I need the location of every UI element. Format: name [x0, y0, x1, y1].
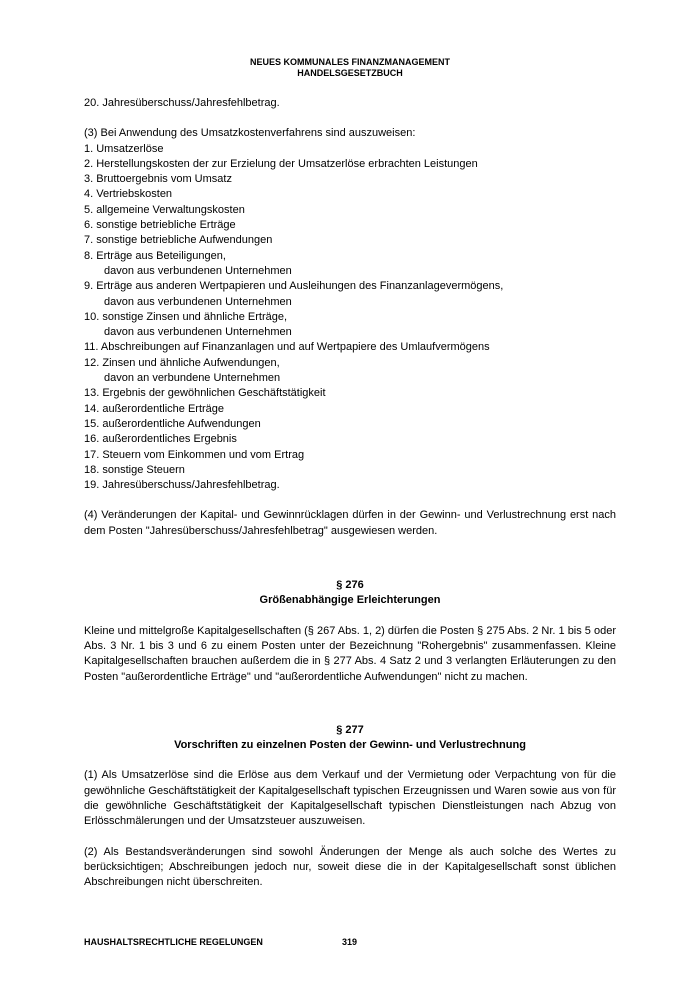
page-number: 319 [342, 937, 358, 947]
list-item: 18. sonstige Steuern [84, 463, 185, 476]
list-item: 8. Erträge aus Beteiligungen, [84, 249, 226, 262]
list-item: 1. Umsatzerlöse [84, 142, 164, 155]
list-item: 13. Ergebnis der gewöhnlichen Geschäftstätigkeit [84, 387, 326, 400]
section-277-paragraph-2: (2) Als Bestandsveränderungen sind sowohl Änderungen der Menge als auch solche des Wertes zu berücksichtigen; Abschreibungen jedoch nur, soweit diese die in der Kapitalgesellschaft sonst üblichen Abschreibungen nicht überschreiten. [84, 845, 616, 889]
intro-line: 20. Jahresüberschuss/Jahresfehlbetrag. [84, 97, 280, 109]
list-item: 14. außerordentliche Erträge [84, 402, 225, 415]
page-header [0, 57, 700, 79]
list-item: 9. Erträge aus anderen Wertpapieren und Ausleihungen des Finanzanlagevermögens, [84, 280, 504, 293]
section-277-paragraph-1: (1) Als Umsatzerlöse sind die Erlöse aus dem Verkauf und der Vermietung oder Verpachtung von für die gewöhnliche Geschäftstätigkeit der Kapitalgesellschaft typischen Erzeugnissen und Waren sowie aus von für die gewöhnliche Geschäftstätigkeit der Kapitalgesellschaft typischen Dienstleistungen nach Abzug von Erlösschmälerungen und der Umsatzsteuer auszuweisen. [84, 769, 616, 828]
list-item: 12. Zinsen und ähnliche Aufwendungen, [84, 356, 280, 369]
list-item: 19. Jahresüberschuss/Jahresfehlbetrag. [84, 479, 280, 492]
list-item-continuation: davon aus verbundenen Unternehmen [104, 326, 292, 339]
list-item: 16. außerordentliches Ergebnis [84, 433, 237, 446]
list-item: 15. außerordentliche Aufwendungen [84, 417, 261, 430]
paragraph-3-heading: (3) Bei Anwendung des Umsatzkostenverfahrens sind auszuweisen: [84, 127, 416, 140]
section-276-number: § 276 [336, 579, 364, 592]
list-item: 2. Herstellungskosten der zur Erzielung der Umsatzerlöse erbrachten Leistungen [84, 157, 478, 170]
list-item: 17. Steuern vom Einkommen und vom Ertrag [84, 448, 305, 461]
section-276-text: Kleine und mittelgroße Kapitalgesellschaften (§ 267 Abs. 1, 2) dürfen die Posten § 275 Abs. 2 Nr. 1 bis 5 oder Abs. 3 Nr. 1 bis 3 und 6 zu einem Posten unter der Bezeichnung "Rohergebnis" zusammenfassen. Kleine Kapitalgesellschaften brauchen außerdem die in § 277 Abs. 4 Satz 2 und 3 verlangten Erläuterungen zu den Posten "außerordentliche Erträge" und "außerordentliche Aufwendungen" nicht zu machen. [84, 624, 616, 683]
list-item: 11. Abschreibungen auf Finanzanlagen und auf Wertpapiere des Umlaufvermögens [84, 341, 490, 354]
header-title: NEUES KOMMUNALES FINANZMANAGEMENT [250, 57, 450, 67]
paragraph-4: (4) Veränderungen der Kapital- und Gewinnrücklagen dürfen in der Gewinn- und Verlustrechnung erst nach dem Posten "Jahresüberschuss/Jahresfehlbetrag" ausgewiesen werden. [84, 509, 616, 537]
list-item-continuation: davon aus verbundenen Unternehmen [104, 295, 292, 308]
section-276-title: Größenabhängige Erleichterungen [259, 594, 441, 607]
section-277-title: Vorschriften zu einzelnen Posten der Gewinn- und Verlustrechnung [174, 739, 526, 752]
list-item-continuation: davon aus verbundenen Unternehmen [104, 264, 292, 277]
page-body [84, 96, 616, 890]
footer-label: HAUSHALTSRECHTLICHE REGELUNGEN [84, 937, 263, 947]
list-item: 4. Vertriebskosten [84, 188, 173, 201]
list-item: 6. sonstige betriebliche Erträge [84, 219, 236, 232]
list-item: 7. sonstige betriebliche Aufwendungen [84, 234, 273, 247]
list-item: 3. Bruttoergebnis vom Umsatz [84, 173, 232, 186]
list-item: 10. sonstige Zinsen und ähnliche Erträge, [84, 310, 288, 323]
paragraph-3-list [84, 142, 616, 494]
list-item-continuation: davon an verbundene Unternehmen [104, 372, 281, 385]
section-277-number: § 277 [336, 723, 364, 736]
list-item: 5. allgemeine Verwaltungskosten [84, 203, 245, 216]
header-subtitle: HANDELSGESETZBUCH [297, 68, 403, 78]
